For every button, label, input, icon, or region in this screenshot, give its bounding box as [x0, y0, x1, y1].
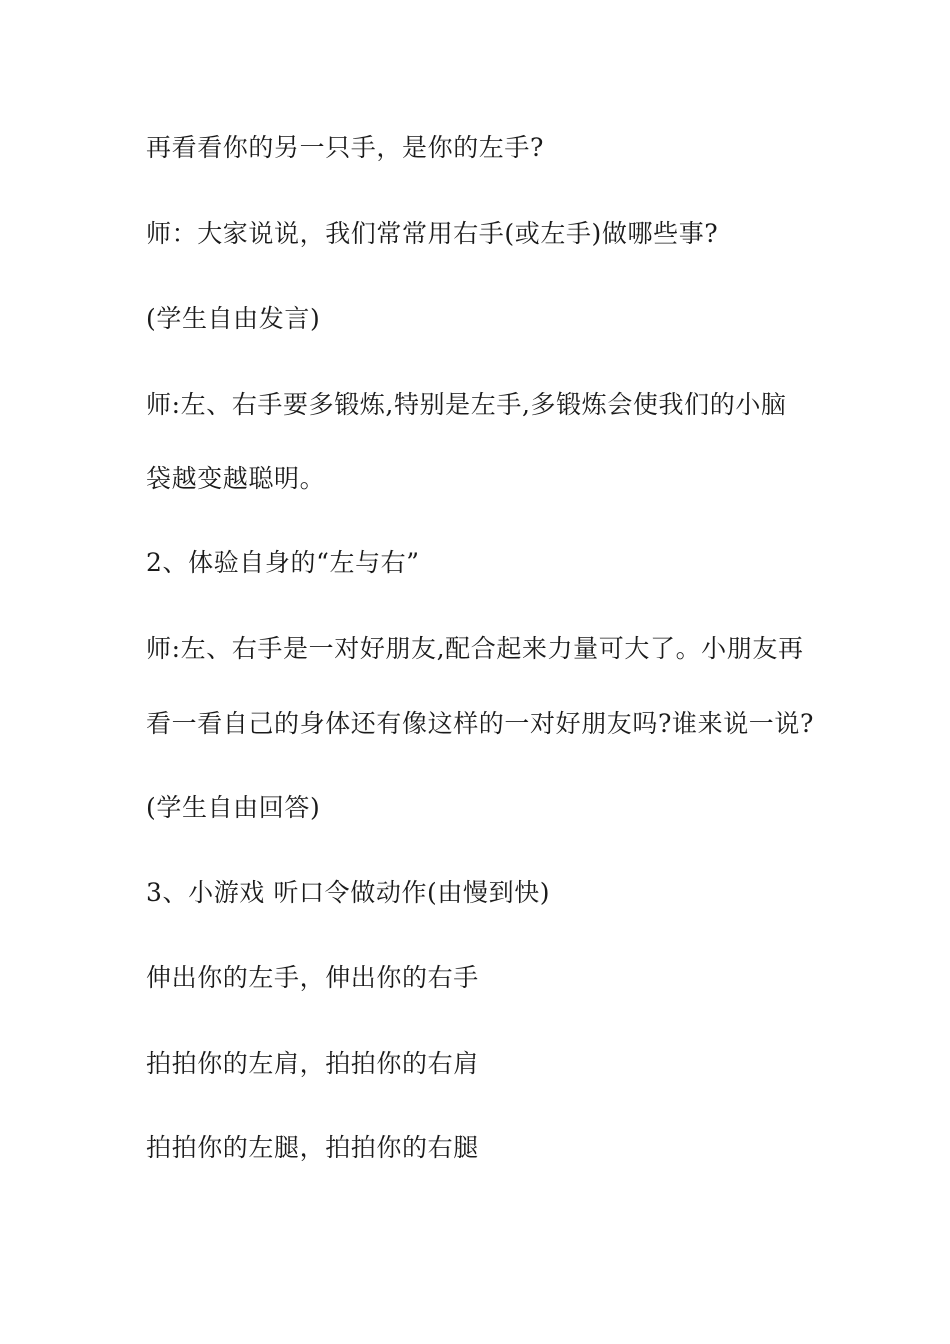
paragraph-line: 师：大家说说，我们常常用右手(或左手)做哪些事? — [146, 219, 719, 248]
section-heading: 3、小游戏 听口令做动作(由慢到快) — [146, 878, 551, 907]
paragraph-line: 看一看自己的身体还有像这样的一对好朋友吗?谁来说一说? — [146, 709, 815, 738]
paragraph-line: 拍拍你的左肩，拍拍你的右肩 — [146, 1049, 479, 1078]
paragraph-line: (学生自由回答) — [146, 793, 321, 822]
paragraph-line: (学生自由发言) — [146, 304, 321, 333]
paragraph-line: 袋越变越聪明。 — [146, 464, 326, 493]
paragraph-line: 拍拍你的左腿，拍拍你的右腿 — [146, 1133, 479, 1162]
paragraph-line: 再看看你的另一只手，是你的左手? — [146, 133, 545, 162]
paragraph-line: 师:左、右手是一对好朋友,配合起来力量可大了。小朋友再 — [146, 634, 804, 663]
paragraph-line: 师:左、右手要多锻炼,特别是左手,多锻炼会使我们的小脑 — [146, 390, 787, 419]
paragraph-line: 伸出你的左手，伸出你的右手 — [146, 963, 479, 992]
section-heading: 2、体验自身的“左与右” — [146, 548, 420, 577]
